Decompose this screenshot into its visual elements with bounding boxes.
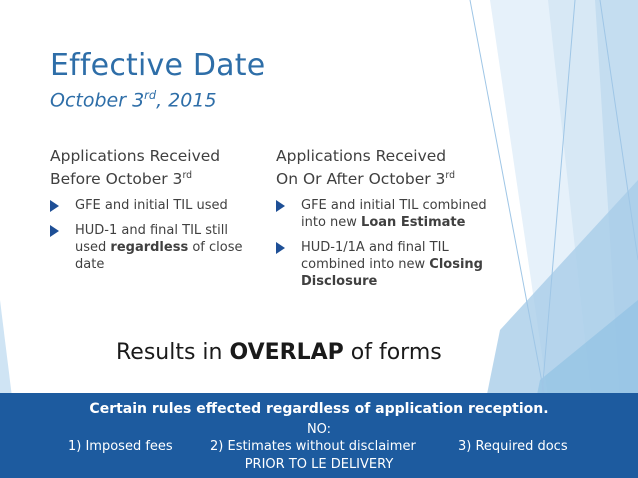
slide-subtitle: [50, 88, 217, 111]
banner-item-required-docs: 3) Required docs: [458, 439, 568, 454]
right-heading-line2: On Or After October 3rd: [276, 170, 455, 189]
right-bullet-item: HUD-1/1A and final TIL combined into new Closing Disclosure: [276, 239, 496, 290]
slide-title: Effective Date: [50, 48, 266, 83]
banner-item-estimates: 2) Estimates without disclaimer: [210, 439, 416, 454]
subtitle-year: , 2015: [156, 89, 217, 112]
triangle-bullet-icon: [50, 225, 59, 237]
triangle-bullet-icon: [276, 200, 285, 212]
right-bullet-item: GFE and initial TIL combined into new Loan Estimate: [276, 197, 496, 231]
right-bullet-list: [276, 197, 496, 290]
right-heading-line1: Applications Received: [276, 147, 447, 165]
left-heading-line1: Applications Received: [50, 147, 221, 165]
banner-item-imposed-fees: 1) Imposed fees: [68, 439, 173, 454]
banner-title: Certain rules effected regardless of application reception.: [89, 401, 549, 417]
overlap-statement: Results in OVERLAP of forms: [116, 340, 442, 365]
left-heading-line2: Before October 3rd: [50, 170, 192, 189]
banner-no-label: NO:: [306, 422, 332, 437]
subtitle-text: October 3: [50, 89, 145, 112]
left-bullet-item: GFE and initial TIL used: [50, 197, 260, 214]
left-heading: [50, 146, 260, 189]
triangle-bullet-icon: [50, 200, 59, 212]
triangle-bullet-icon: [276, 242, 285, 254]
left-bullet-item: HUD-1 and final TIL still used regardless of close date: [50, 222, 260, 273]
subtitle-sup: rd: [144, 88, 157, 102]
bottom-banner: [0, 393, 638, 478]
left-bullet-list: [50, 197, 260, 273]
right-heading: [276, 146, 496, 189]
banner-footer: PRIOR TO LE DELIVERY: [244, 457, 394, 472]
right-column: [276, 146, 496, 298]
left-column: [50, 146, 260, 281]
